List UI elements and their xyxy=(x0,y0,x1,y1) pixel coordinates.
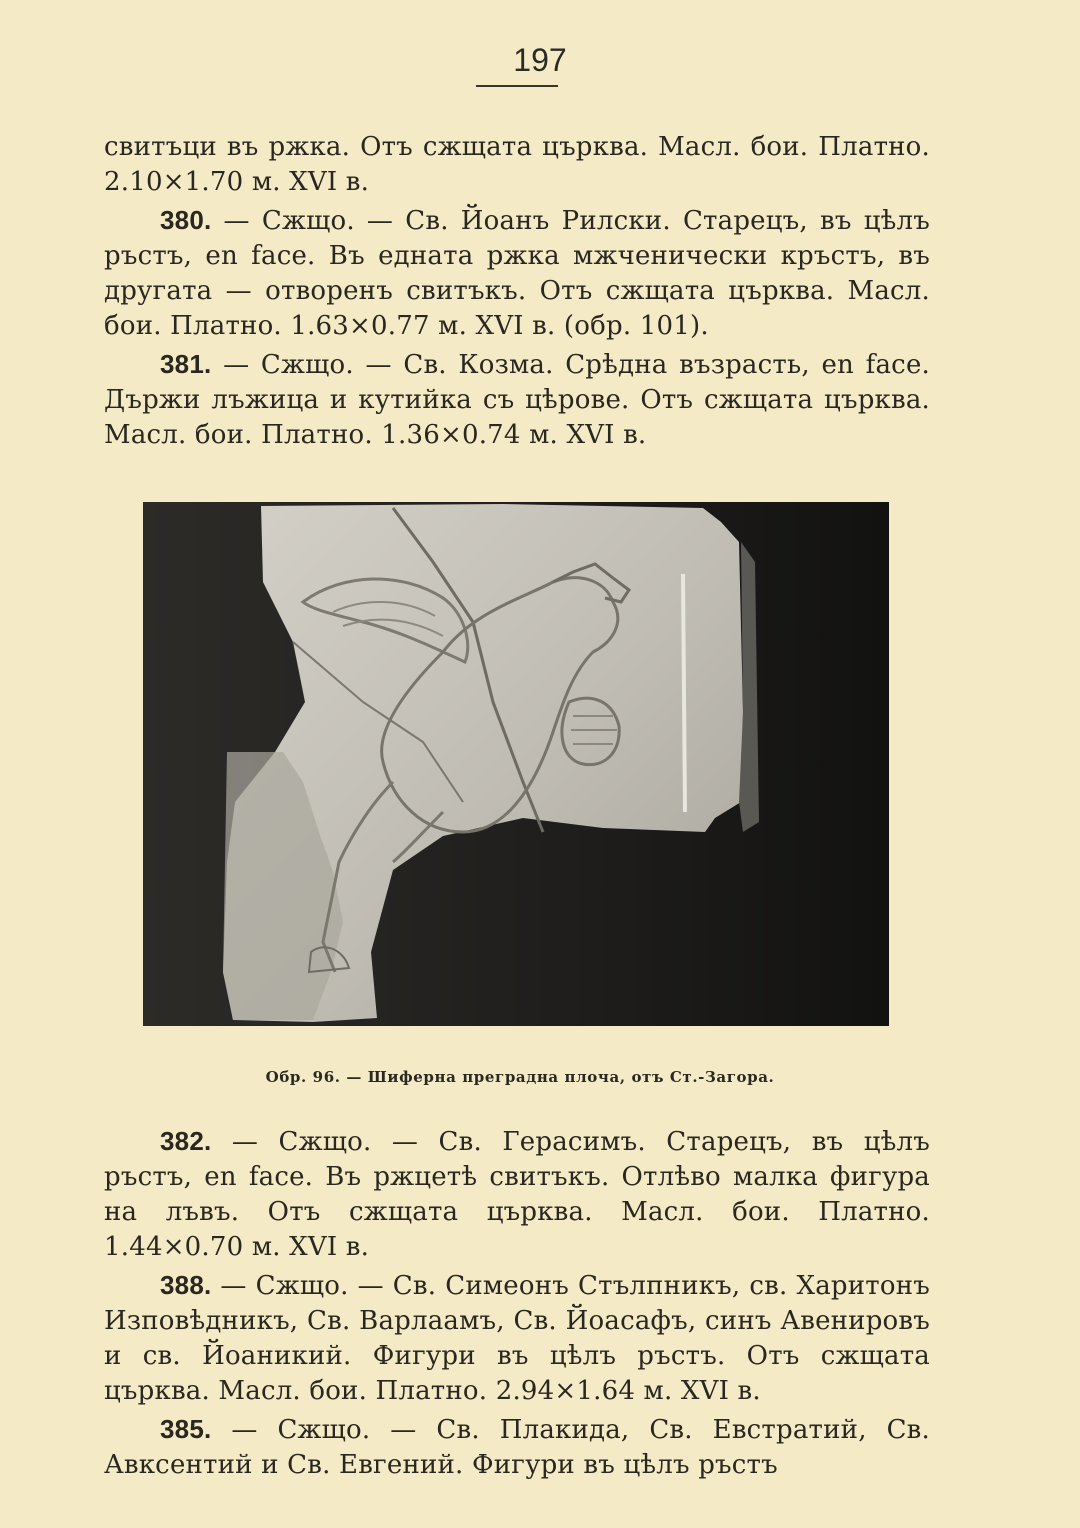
entry-number: 381. xyxy=(160,349,212,379)
top-text-block xyxy=(104,130,930,456)
stone-relief-illustration xyxy=(143,502,889,1026)
bottom-text-block xyxy=(104,1124,930,1486)
paragraph-continuation xyxy=(104,130,930,200)
paragraph-text: — Сжщо. — Св. Йоанъ Рилски. Старецъ, въ цѣлъ ръстъ, en face. Въ едната ржка мжченически кръстъ, въ другата — отворенъ свитъкъ. Отъ сжщата църква. Масл. бои. Платно. 1.63×0.77 м. XVI в. (обр. 101). xyxy=(104,206,930,341)
entry-number: 380. xyxy=(160,205,212,235)
paragraph-text: свитъци въ ржка. Отъ сжщата църква. Масл. бои. Платно. 2.10×1.70 м. XVI в. xyxy=(104,132,930,197)
paragraph-text: — Сжщо. — Св. Герасимъ. Старецъ, въ цѣлъ ръстъ, en face. Въ ржцетѣ свитъкъ. Отлѣво малка фигура на лъвъ. Отъ сжщата църква. Масл. бои. Платно. 1.44×0.70 м. XVI в. xyxy=(104,1127,930,1262)
figure-caption: Обр. 96. — Шиферна преградна плоча, отъ Ст.-Загора. xyxy=(265,1068,775,1086)
page-number: 197 xyxy=(513,42,567,78)
entry-number: 385. xyxy=(160,1414,212,1444)
figure-photograph xyxy=(143,502,889,1026)
paragraph-entry-382 xyxy=(104,1124,930,1265)
paragraph-entry-381 xyxy=(104,347,930,453)
page-number-rule xyxy=(476,85,558,87)
paragraph-entry-380 xyxy=(104,203,930,344)
entry-number: 388. xyxy=(160,1270,212,1300)
paragraph-text: — Сжщо. — Св. Козма. Срѣдна възрасть, en face. Държи лъжица и кутийка съ цѣрове. Отъ сжщата църква. Масл. бои. Платно. 1.36×0.74 м. XVI в. xyxy=(104,350,930,450)
paragraph-text: — Сжщо. — Св. Симеонъ Стълпникъ, св. Харитонъ Изповѣдникъ, Св. Варлаамъ, Св. Йоасафъ, синъ Авенировъ и св. Йоаникий. Фигури въ цѣлъ ръстъ. Отъ сжщата църква. Масл. бои. Платно. 2.94×1.64 м. XVI в. xyxy=(104,1271,930,1406)
entry-number: 382. xyxy=(160,1126,212,1156)
paragraph-text: — Сжщо. — Св. Плакида, Св. Евстратий, Св. Авксентий и Св. Евгений. Фигури въ цѣлъ ръстъ xyxy=(104,1415,930,1480)
paragraph-entry-388 xyxy=(104,1268,930,1409)
paragraph-entry-385 xyxy=(104,1412,930,1483)
